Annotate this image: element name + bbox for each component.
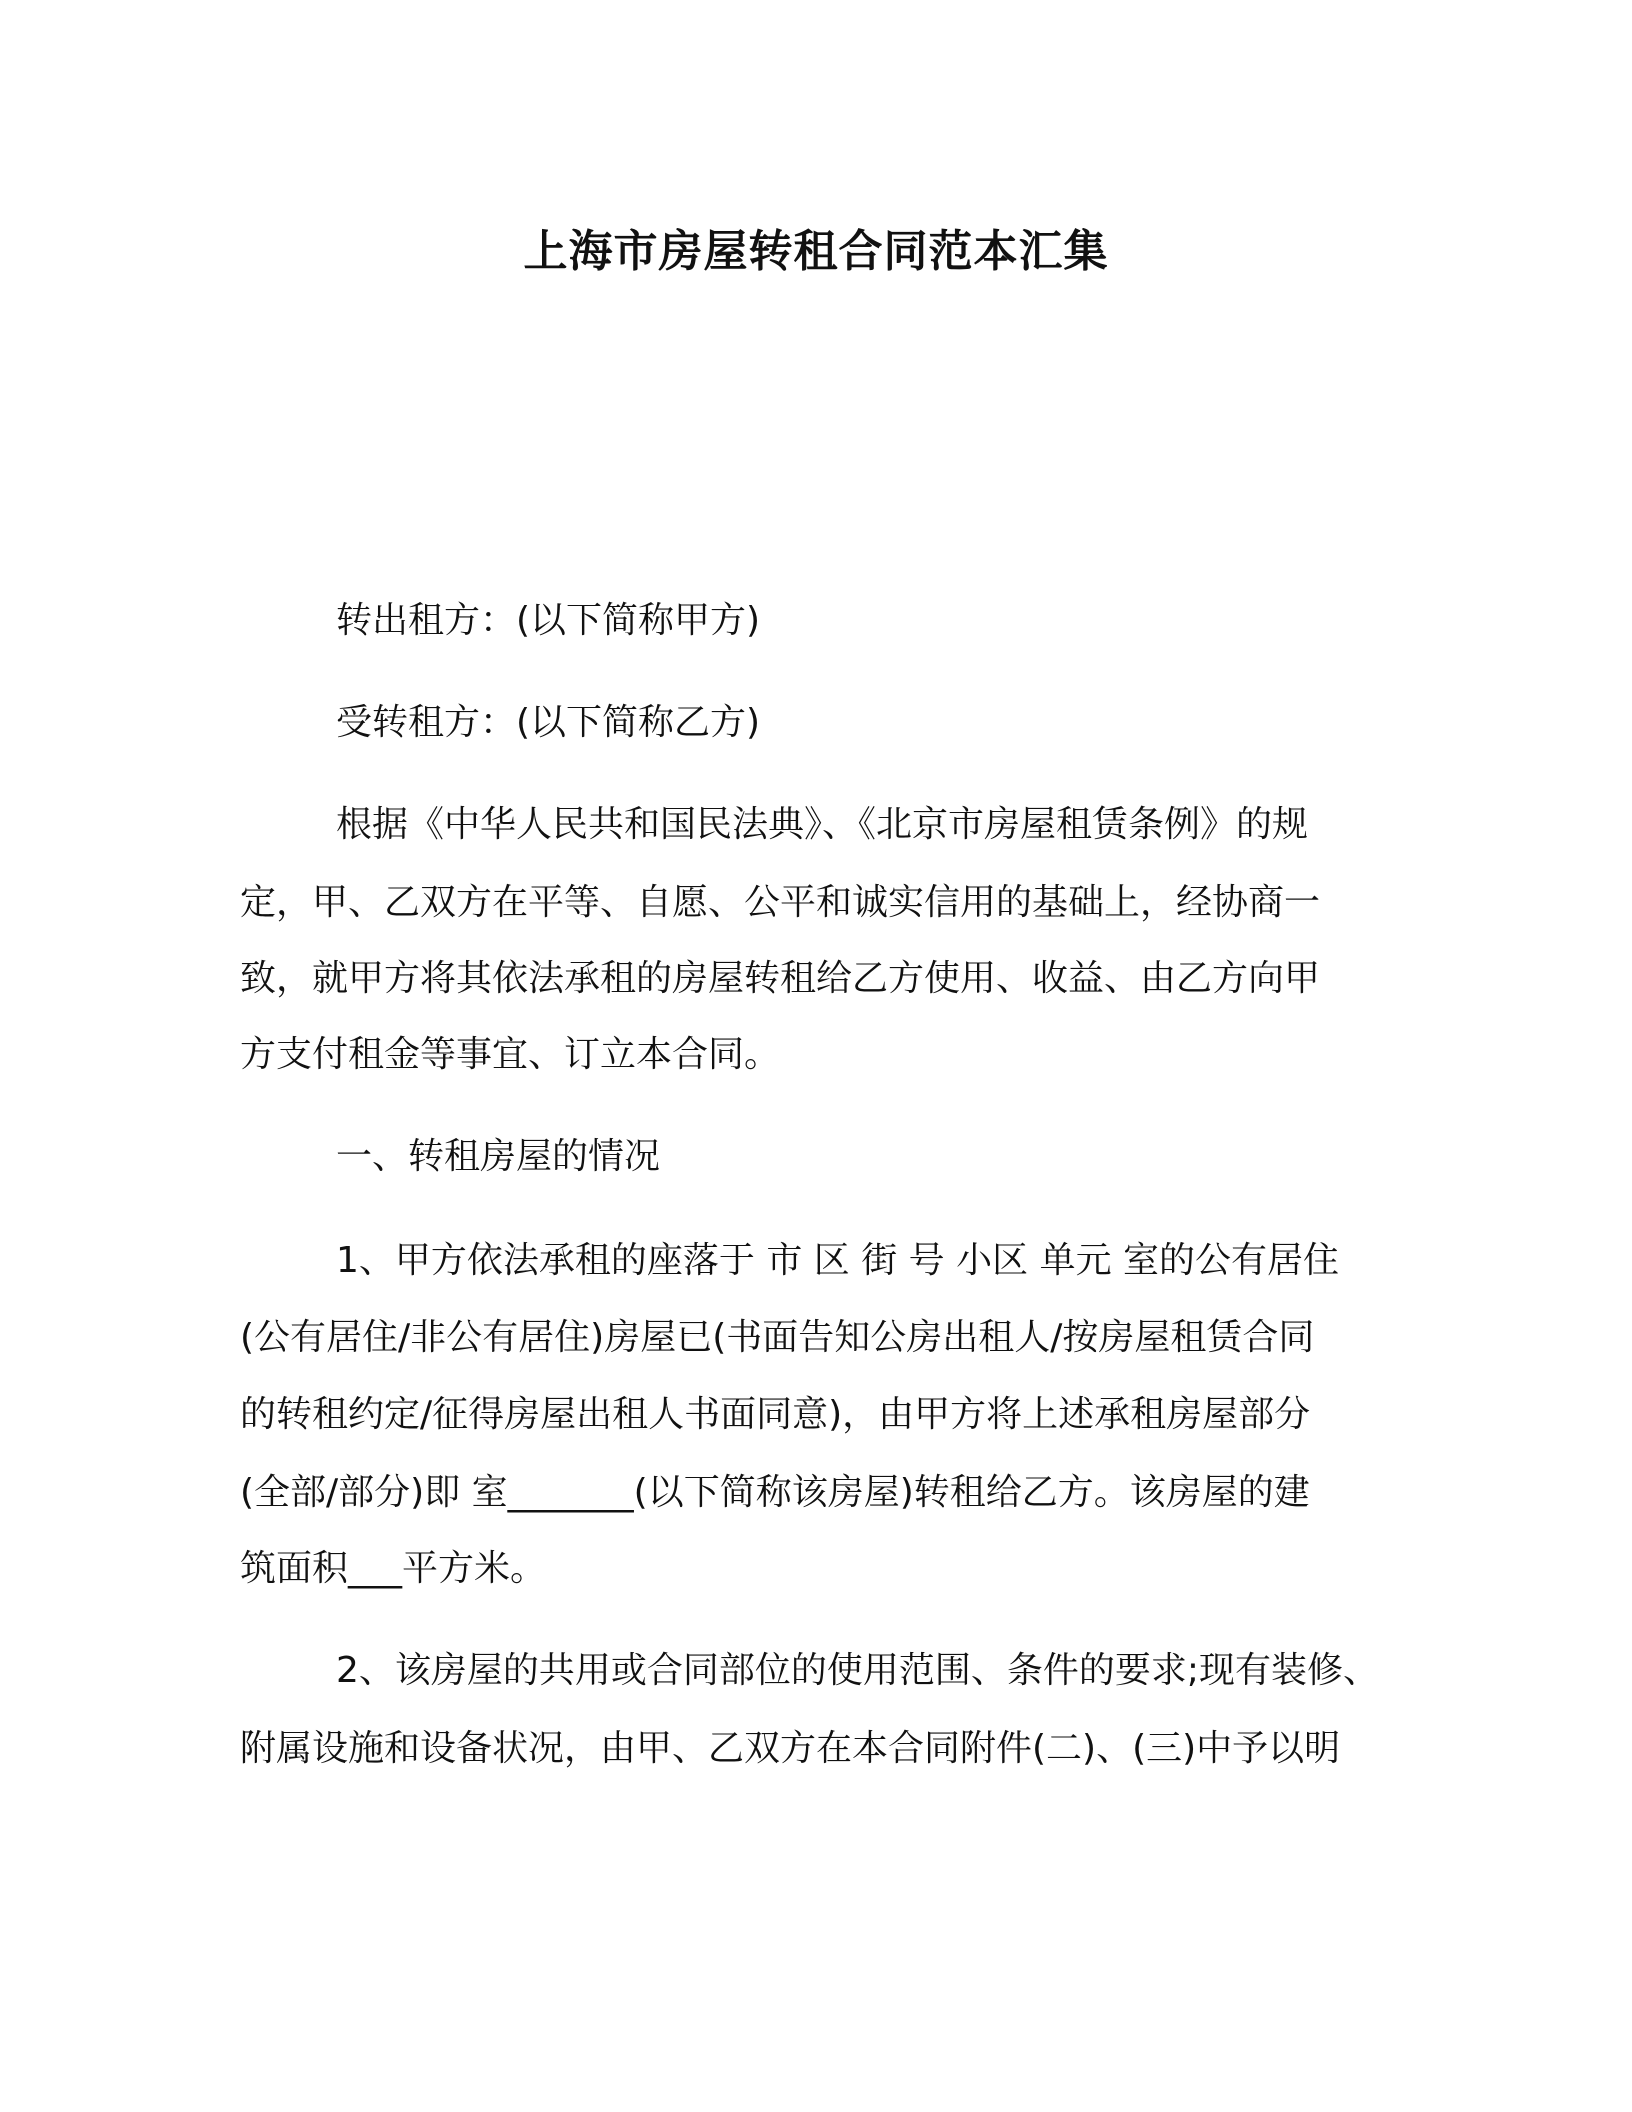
clause-1-line: 筑面积___平方米。	[240, 1548, 547, 1589]
clause-1-line: (全部/部分)即 室_______(以下简称该房屋)转租给乙方。该房屋的建	[240, 1472, 1310, 1513]
clause-1-line: 1、甲方依法承租的座落于 市 区 街 号 小区 单元 室的公有居住	[336, 1240, 1340, 1281]
clause-2-line: 2、该房屋的共用或合同部位的使用范围、条件的要求;现有装修、	[336, 1650, 1380, 1691]
clause-1-line: 的转租约定/征得房屋出租人书面同意)，由甲方将上述承租房屋部分	[240, 1394, 1311, 1435]
clause-1-line: (公有居住/非公有居住)房屋已(书面告知公房出租人/按房屋租赁合同	[240, 1317, 1315, 1358]
preamble-line: 方支付租金等事宜、订立本合同。	[240, 1034, 781, 1075]
party-a-line: 转出租方：(以下简称甲方)	[336, 600, 761, 641]
section-heading: 一、转租房屋的情况	[336, 1136, 661, 1177]
preamble-line: 根据《中华人民共和国民法典》、《北京市房屋租赁条例》的规	[336, 804, 1309, 845]
preamble-line: 定，甲、乙双方在平等、自愿、公平和诚实信用的基础上，经协商一	[240, 882, 1321, 923]
preamble-line: 致，就甲方将其依法承租的房屋转租给乙方使用、收益、由乙方向甲	[240, 958, 1321, 999]
document-title: 上海市房屋转租合同范本汇集	[523, 226, 1109, 277]
clause-2-line: 附属设施和设备状况，由甲、乙双方在本合同附件(二)、(三)中予以明	[240, 1728, 1341, 1769]
party-b-line: 受转租方：(以下简称乙方)	[336, 702, 761, 743]
